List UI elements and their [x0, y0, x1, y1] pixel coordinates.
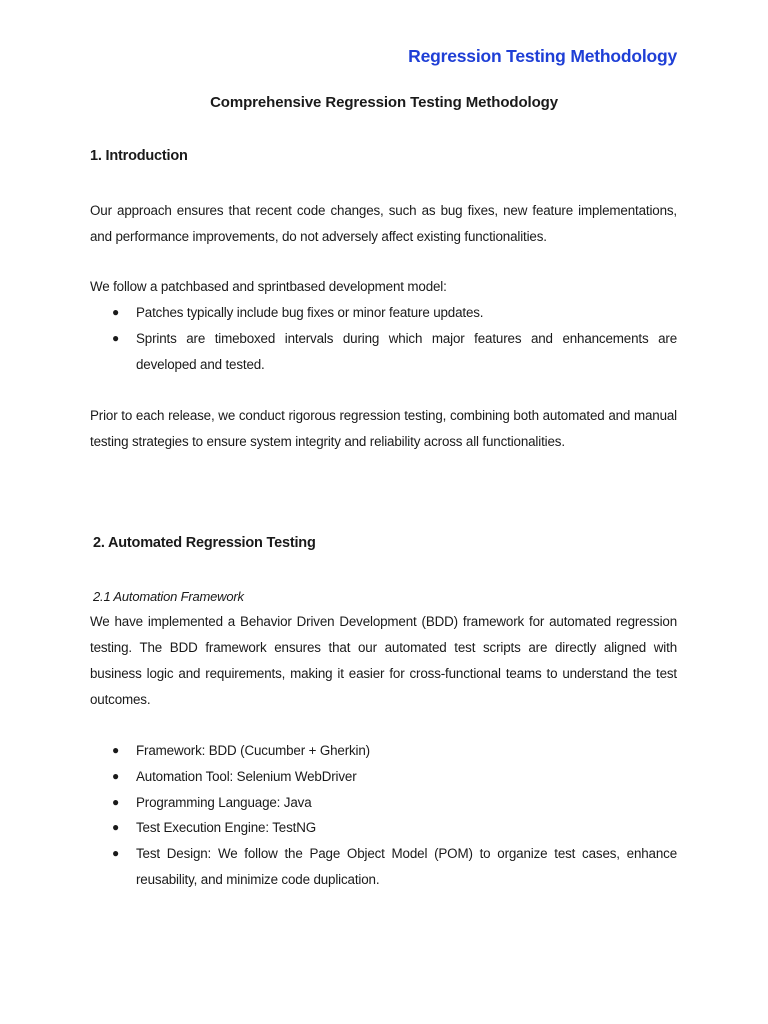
automation-bullet-list	[90, 738, 677, 893]
section-heading-automated-regression: 2. Automated Regression Testing	[93, 535, 316, 551]
section-heading-introduction: 1. Introduction	[90, 148, 188, 164]
list-item-text: Programming Language: Java	[136, 794, 312, 810]
list-item-text: Test Design: We follow the Page Object Model (POM) to organize test cases, enhance reusability, and minimize code duplication.	[136, 846, 677, 887]
list-item-text: Patches typically include bug fixes or minor feature updates.	[136, 305, 484, 320]
list-item	[90, 790, 677, 816]
list-item	[90, 738, 677, 764]
bullet-icon: ●	[112, 305, 120, 319]
bullet-icon: ●	[112, 330, 120, 345]
bullet-icon: ●	[112, 820, 120, 835]
intro-bullet-list	[90, 300, 677, 377]
header-title: Regression Testing Methodology	[408, 46, 677, 66]
list-item-text: Automation Tool: Selenium WebDriver	[136, 768, 357, 784]
bullet-icon: ●	[112, 846, 120, 861]
intro-paragraph-2: We follow a patchbased and sprintbased development model:	[90, 279, 447, 294]
list-item	[90, 300, 677, 326]
automation-paragraph: We have implemented a Behavior Driven Development (BDD) framework for automated regression testing. The BDD framework ensures that our automated test scripts are directly aligned with business logic and requirements, making it easier for cross-functional teams to understand the test outcomes.	[90, 614, 677, 707]
list-item	[90, 326, 677, 378]
bullet-icon: ●	[112, 743, 120, 757]
subsection-heading-automation-framework: 2.1 Automation Framework	[93, 589, 244, 604]
list-item	[90, 815, 677, 841]
list-item-text: Framework: BDD (Cucumber + Gherkin)	[136, 743, 370, 758]
list-item	[90, 764, 677, 790]
intro-paragraph-1: Our approach ensures that recent code changes, such as bug fixes, new feature implementations, and performance improvements, do not adversely affect existing functionalities.	[90, 203, 677, 244]
bullet-icon: ●	[112, 794, 120, 809]
list-item-text: Test Execution Engine: TestNG	[136, 820, 316, 836]
document-title: Comprehensive Regression Testing Methodology	[210, 94, 558, 111]
bullet-icon: ●	[112, 768, 120, 783]
list-item-text: Sprints are timeboxed intervals during which major features and enhancements are developed and tested.	[136, 330, 677, 372]
intro-paragraph-3: Prior to each release, we conduct rigorous regression testing, combining both automated and manual testing strategies to ensure system integrity and reliability across all functionalities.	[90, 408, 677, 449]
list-item	[90, 841, 677, 893]
